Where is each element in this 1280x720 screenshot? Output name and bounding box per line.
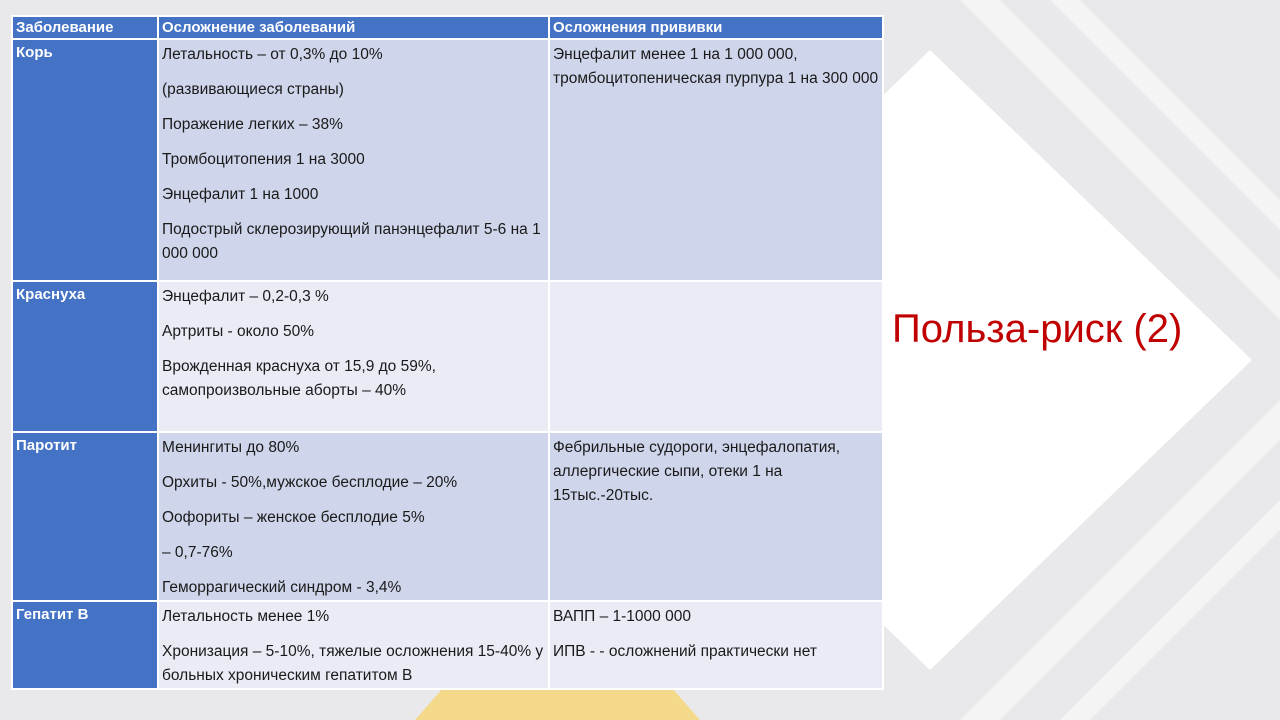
complication-line: Геморрагический синдром - 3,4% (162, 579, 402, 596)
disease-complications-cell (158, 601, 549, 689)
complication-line: – 0,7-76% (162, 544, 233, 561)
vaccine-complication-line: ВАПП – 1-1000 000 (553, 608, 691, 625)
complication-line: Оофориты – женское бесплодие 5% (162, 509, 425, 526)
complication-line: Энцефалит 1 на 1000 (162, 186, 319, 203)
vaccine-complications-cell (549, 432, 883, 601)
disease-name: Гепатит В (12, 601, 158, 689)
disease-complications-cell (158, 281, 549, 432)
vaccine-complications-cell (549, 281, 883, 432)
header-vaccine-complications: Осложнения прививки (549, 16, 883, 39)
vaccine-complications-cell (549, 39, 883, 281)
complication-line: Орхиты - 50%,мужское бесплодие – 20% (162, 474, 458, 491)
complication-line: Подострый склерозирующий панэнцефалит 5-6 на 1 000 000 (162, 221, 541, 262)
table-row (12, 39, 883, 281)
table-row (12, 432, 883, 601)
complication-line: Хронизация – 5-10%, тяжелые осложнения 15-40% у больных хроническим гепатитом В (162, 643, 544, 684)
vaccine-complication-line: Фебрильные судороги, энцефалопатия, аллергические сыпи, отеки 1 на 15тыс.-20тыс. (553, 439, 841, 504)
complication-line: Тромбоцитопения 1 на 3000 (162, 151, 365, 168)
complication-line: Менингиты до 80% (162, 439, 300, 456)
table-row (12, 601, 883, 689)
complication-line: Летальность – от 0,3% до 10% (162, 46, 383, 63)
complication-line: Энцефалит – 0,2-0,3 % (162, 288, 329, 305)
disease-name: Паротит (12, 432, 158, 601)
disease-name: Корь (12, 39, 158, 281)
complication-line: Поражение легких – 38% (162, 116, 343, 133)
slide-title: Польза-риск (2) (892, 307, 1183, 351)
vaccine-complication-line: Энцефалит менее 1 на 1 000 000, тромбоцитопеническая пурпура 1 на 300 000 (553, 46, 879, 87)
complication-line: Врожденная краснуха от 15,9 до 59%, самопроизвольные аборты – 40% (162, 358, 436, 399)
header-disease: Заболевание (12, 16, 158, 39)
vaccine-complication-line: ИПВ - - осложнений практически нет (553, 643, 817, 660)
vaccine-complications-cell (549, 601, 883, 689)
disease-complications-cell (158, 432, 549, 601)
complication-line: Летальность менее 1% (162, 608, 330, 625)
disease-name: Краснуха (12, 281, 158, 432)
complication-line: Артриты - около 50% (162, 323, 315, 340)
complication-line: (развивающиеся страны) (162, 81, 344, 98)
table-header-row (12, 16, 883, 39)
disease-complications-cell (158, 39, 549, 281)
header-disease-complications: Осложнение заболеваний (158, 16, 549, 39)
comparison-table-container (11, 15, 882, 690)
table-row (12, 281, 883, 432)
benefit-risk-table (11, 15, 884, 690)
